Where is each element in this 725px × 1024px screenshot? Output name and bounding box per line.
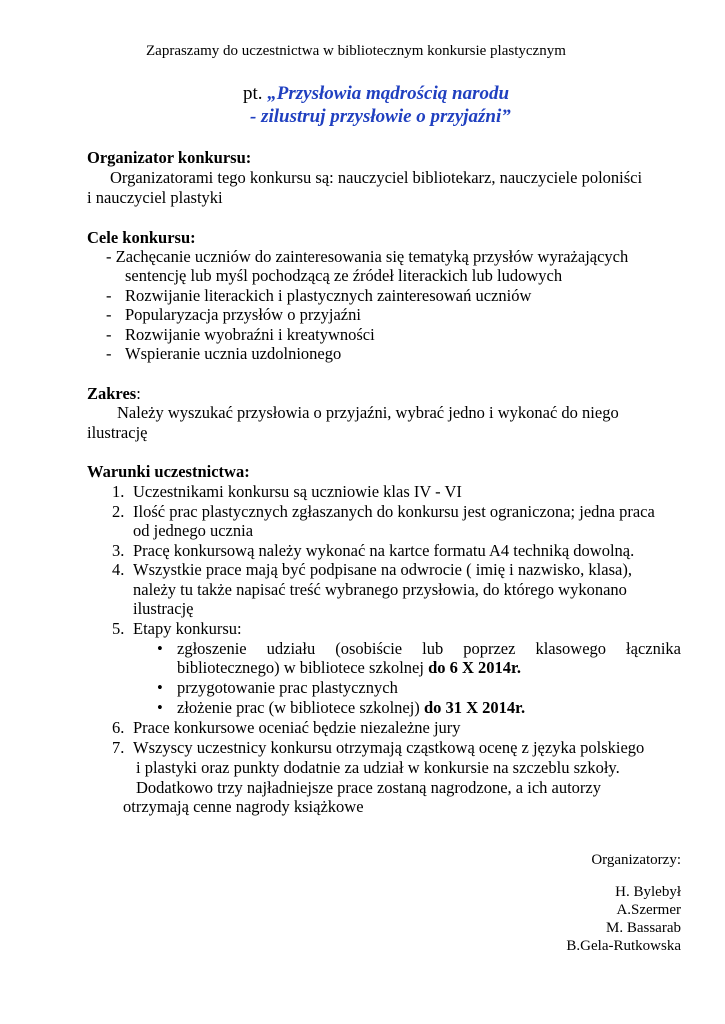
condition-2-continuation: od jednego ucznia [133, 521, 254, 540]
organizer-name: H. Bylebył [615, 884, 681, 900]
goal-item: Popularyzacja przysłów o przyjaźni [125, 305, 361, 324]
stage-item: • zgłoszenie udziału (osobiście lub poprzez klasowego łącznika [177, 639, 681, 659]
condition-2: Ilość prac plastycznych zgłaszanych do konkursu jest ograniczona; jedna praca [133, 502, 655, 521]
scope-heading: Zakres: [87, 384, 141, 403]
condition-number: 4. [112, 560, 125, 579]
scope-line-1: Należy wyszukać przysłowia o przyjaźni, wybrać jedno i wykonać do niego [117, 403, 619, 422]
condition-number: 5. [112, 619, 125, 638]
scope-line-2: ilustrację [87, 423, 148, 442]
goal-dash: - [106, 305, 112, 324]
organizer-name: M. Bassarab [606, 920, 681, 936]
title-text-1: „Przysłowia mądrością narodu [267, 83, 510, 104]
goal-item: Rozwijanie wyobraźni i kreatywności [125, 325, 375, 344]
goal-item: - Zachęcanie uczniów do zainteresowania się tematyką przysłów wyrażających [106, 247, 629, 266]
pt-label: pt. [243, 83, 263, 104]
goal-item: Wspieranie ucznia uzdolnionego [125, 344, 342, 363]
condition-1: Uczestnikami konkursu są uczniowie klas IV - VI [133, 482, 462, 501]
stage-item: • złożenie prac (w bibliotece szkolnej) do 31 X 2014r. [177, 698, 525, 718]
goal-dash: - [106, 325, 112, 344]
condition-3: Pracę konkursową należy wykonać na kartce formatu A4 techniką dowolną. [133, 541, 635, 560]
condition-7-continuation: i plastyki oraz punkty dodatnie za udział w konkursie na szczeblu szkoły. [136, 758, 620, 777]
organizer-heading: Organizator konkursu: [87, 148, 252, 167]
organizer-line-2: i nauczyciel plastyki [87, 188, 223, 207]
condition-number: 3. [112, 541, 125, 560]
goals-heading: Cele konkursu: [87, 228, 196, 247]
condition-number: 1. [112, 482, 125, 501]
stage-item-continuation: bibliotecznego) w bibliotece szkolnej do 6 X 2014r. [177, 658, 521, 677]
goal-item: Rozwijanie literackich i plastycznych zainteresowań uczniów [125, 286, 532, 305]
conditions-heading: Warunki uczestnictwa: [87, 462, 250, 481]
condition-5: Etapy konkursu: [133, 619, 242, 638]
condition-7-continuation: otrzymają cenne nagrody książkowe [123, 797, 364, 816]
organizer-name: B.Gela-Rutkowska [566, 938, 681, 954]
invite-text: Zapraszamy do uczestnictwa w bibliotecznym konkursie plastycznym [146, 43, 566, 59]
title-line-1 [243, 83, 509, 105]
deadline-date: do 6 X 2014r. [428, 658, 521, 677]
condition-4-continuation: należy tu także napisać treść wybranego przysłowia, do którego wykonano [133, 580, 627, 599]
stage-item: • przygotowanie prac plastycznych [177, 678, 398, 698]
signature-label: Organizatorzy: [591, 852, 681, 868]
condition-number: 6. [112, 718, 125, 737]
condition-6: Prace konkursowe oceniać będzie niezależne jury [133, 718, 461, 737]
organizer-name: A.Szermer [616, 902, 681, 918]
organizer-line-1: Organizatorami tego konkursu są: nauczyciel bibliotekarz, nauczyciele poloniści [110, 168, 643, 187]
condition-7: Wszyscy uczestnicy konkursu otrzymają cząstkową ocenę z języka polskiego [133, 738, 645, 757]
condition-number: 2. [112, 502, 125, 521]
condition-4-continuation: ilustrację [133, 599, 194, 618]
goal-dash: - [106, 286, 112, 305]
deadline-date: do 31 X 2014r. [423, 698, 526, 717]
condition-7-continuation: Dodatkowo trzy najładniejsze prace zostaną nagrodzone, a ich autorzy [136, 778, 602, 797]
goal-dash: - [106, 344, 112, 363]
condition-4: Wszystkie prace mają być podpisane na odwrocie ( imię i nazwisko, klasa), [133, 560, 632, 579]
title-line-2: - zilustruj przysłowie o przyjaźni” [250, 106, 511, 127]
condition-number: 7. [112, 738, 125, 757]
goal-item-continuation: sentencję lub myśl pochodzącą ze źródeł literackich lub ludowych [125, 266, 563, 285]
